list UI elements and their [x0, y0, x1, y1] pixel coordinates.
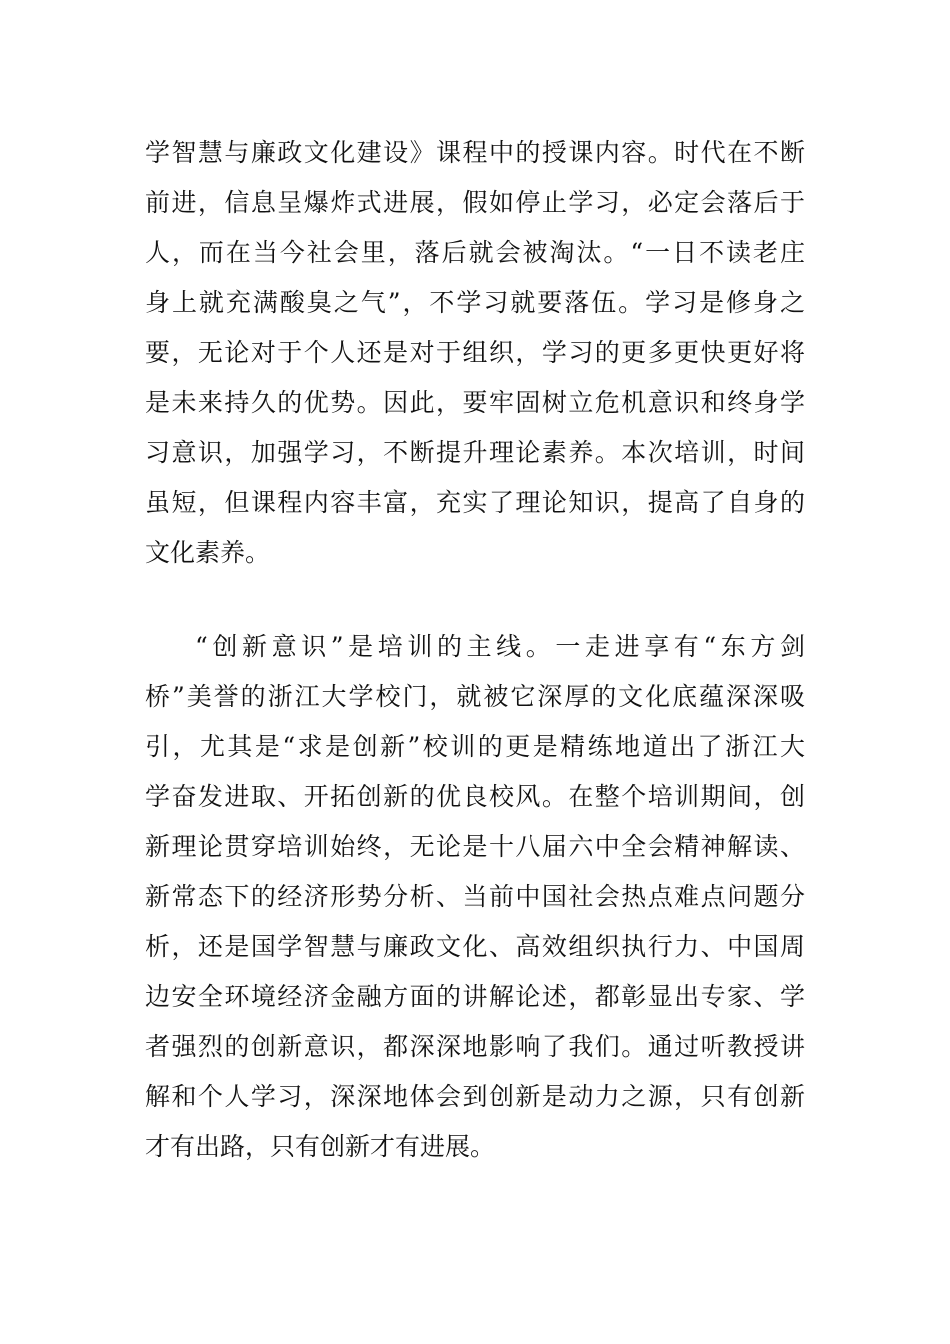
text-line: “创新意识”是培训的主线。一走进享有“东方剑 [195, 632, 805, 661]
text-line: 桥”美誉的浙江大学校门，就被它深厚的文化底蕴深深吸 [145, 682, 805, 711]
text-line: 学智慧与廉政文化建设》课程中的授课内容。时代在不断 [145, 138, 805, 167]
text-line: 前进，信息呈爆炸式进展，假如停止学习，必定会落后于 [145, 188, 805, 217]
text-line: 边安全环境经济金融方面的讲解论述，都彰显出专家、学 [145, 982, 805, 1011]
text-line: 解和个人学习，深深地体会到创新是动力之源，只有创新 [145, 1082, 805, 1111]
paragraph-2 [145, 622, 805, 1172]
text-line: 新常态下的经济形势分析、当前中国社会热点难点问题分 [145, 882, 805, 911]
paragraph-1 [145, 128, 805, 578]
text-line: 虽短，但课程内容丰富，充实了理论知识，提高了自身的 [145, 488, 805, 517]
text-line: 析，还是国学智慧与廉政文化、高效组织执行力、中国周 [145, 932, 805, 961]
text-line: 者强烈的创新意识，都深深地影响了我们。通过听教授讲 [145, 1032, 805, 1061]
text-line: 是未来持久的优势。因此，要牢固树立危机意识和终身学 [145, 388, 805, 417]
text-line: 引，尤其是“求是创新”校训的更是精练地道出了浙江大 [145, 732, 805, 761]
text-line: 身上就充满酸臭之气”，不学习就要落伍。学习是修身之 [145, 288, 805, 317]
text-line: 要，无论对于个人还是对于组织，学习的更多更快更好将 [145, 338, 805, 367]
text-line: 习意识，加强学习，不断提升理论素养。本次培训，时间 [145, 438, 805, 467]
text-line: 文化素养。 [145, 538, 271, 567]
text-line: 人，而在当今社会里，落后就会被淘汰。“一日不读老庄 [145, 238, 805, 267]
text-line: 新理论贯穿培训始终，无论是十八届六中全会精神解读、 [145, 832, 805, 861]
text-line: 才有出路，只有创新才有进展。 [145, 1132, 496, 1161]
text-line: 学奋发进取、开拓创新的优良校风。在整个培训期间，创 [145, 782, 805, 811]
